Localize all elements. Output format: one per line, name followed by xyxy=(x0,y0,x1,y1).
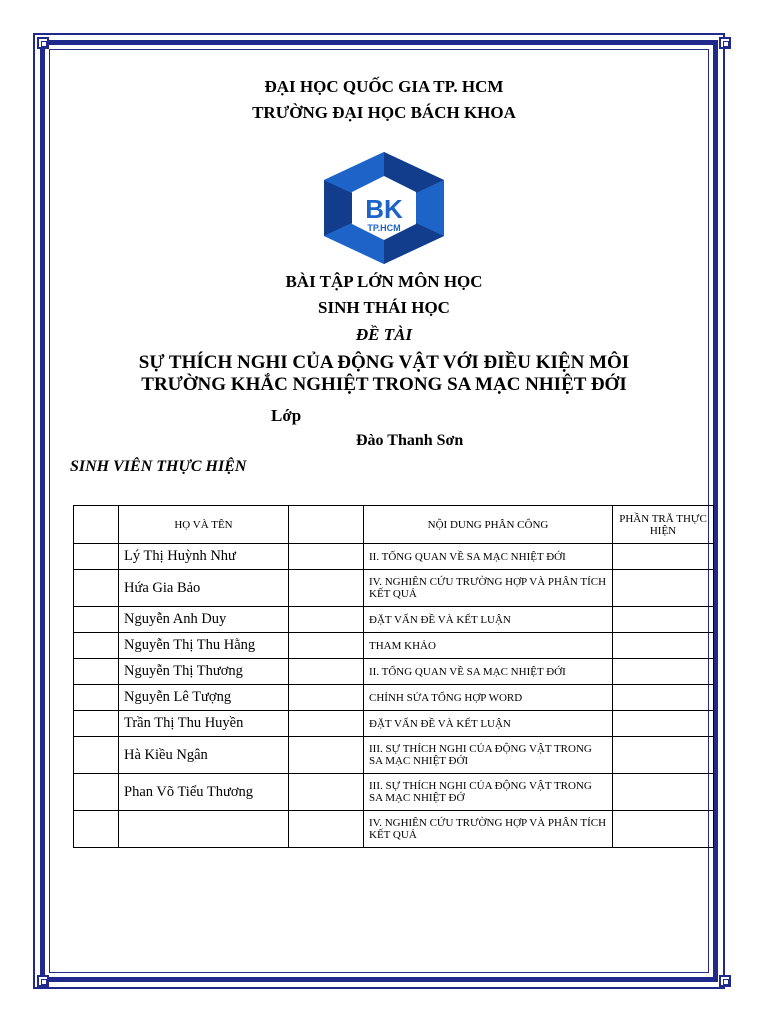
table-row xyxy=(74,633,714,659)
student-task: CHỈNH SỬA TỔNG HỢP WORD xyxy=(364,685,613,711)
school-name: TRƯỜNG ĐẠI HỌC BÁCH KHOA xyxy=(252,103,516,122)
table-row xyxy=(74,659,714,685)
corner-ornament xyxy=(37,975,49,987)
course-line2: SINH THÁI HỌC xyxy=(318,298,450,317)
table-row xyxy=(74,607,714,633)
logo-text: BK xyxy=(365,194,403,224)
corner-ornament xyxy=(37,37,49,49)
header-percent: PHẦN TRĂ THỰC HIỆN xyxy=(613,506,714,544)
members-table xyxy=(73,505,714,848)
student-name: Nguyễn Anh Duy xyxy=(119,607,289,633)
student-task: II. TỔNG QUAN VỀ SA MẠC NHIỆT ĐỚI xyxy=(364,659,613,685)
bk-logo xyxy=(324,152,444,264)
student-task: ĐẶT VẤN ĐỀ VÀ KẾT LUẬN xyxy=(364,607,613,633)
course-line1: BÀI TẬP LỚN MÔN HỌC xyxy=(285,272,483,291)
class-label: Lớp xyxy=(271,406,302,425)
student-task: THAM KHẢO xyxy=(364,633,613,659)
student-name: Hà Kiều Ngân xyxy=(119,737,289,774)
corner-ornament xyxy=(719,37,731,49)
student-name: Nguyễn Thị Thương xyxy=(119,659,289,685)
table-row xyxy=(74,544,714,570)
student-name: Nguyễn Thị Thu Hằng xyxy=(119,633,289,659)
student-task: IV. NGHIÊN CỨU TRƯỜNG HỢP VÀ PHÂN TÍCH KẾT QUẢ xyxy=(364,570,613,607)
table-row xyxy=(74,737,714,774)
table-row xyxy=(74,685,714,711)
student-task: II. TỔNG QUAN VỀ SA MẠC NHIỆT ĐỚI xyxy=(364,544,613,570)
instructor-name: Đào Thanh Sơn xyxy=(356,432,464,449)
student-name: Nguyễn Lê Tượng xyxy=(119,685,289,711)
topic-label: ĐỀ TÀI xyxy=(355,325,413,344)
student-task: ĐẶT VẤN ĐỀ VÀ KẾT LUẬN xyxy=(364,711,613,737)
corner-ornament xyxy=(719,975,731,987)
university-name: ĐẠI HỌC QUỐC GIA TP. HCM xyxy=(264,77,504,96)
header-name: HỌ VÀ TÊN xyxy=(119,506,289,544)
student-task: III. SỰ THÍCH NGHI CỦA ĐỘNG VẬT TRONG SA MẠC NHIỆT ĐỚ xyxy=(364,774,613,811)
student-name: Lý Thị Huỳnh Như xyxy=(119,544,289,570)
student-name: Hứa Gia Bảo xyxy=(119,570,289,607)
logo-subtext: TP.HCM xyxy=(367,223,401,233)
table-row xyxy=(74,711,714,737)
table-header-row xyxy=(74,506,714,544)
student-name xyxy=(119,811,289,848)
table-row xyxy=(74,570,714,607)
table-row xyxy=(74,774,714,811)
table-row xyxy=(74,811,714,848)
students-heading: SINH VIÊN THỰC HIỆN xyxy=(70,458,247,475)
topic-line1: SỰ THÍCH NGHI CỦA ĐỘNG VẬT VỚI ĐIỀU KIỆN MÔI xyxy=(138,352,630,373)
header-task: NỘI DUNG PHÂN CÔNG xyxy=(364,506,613,544)
student-task: IV. NGHIÊN CỨU TRƯỜNG HỢP VÀ PHÂN TÍCH KẾT QUẢ xyxy=(364,811,613,848)
topic-line2: TRƯỜNG KHẮC NGHIỆT TRONG SA MẠC NHIỆT ĐỚI xyxy=(141,374,627,395)
student-name: Phan Võ Tiểu Thương xyxy=(119,774,289,811)
student-task: III. SỰ THÍCH NGHI CỦA ĐỘNG VẬT TRONG SA MẠC NHIỆT ĐỚI xyxy=(364,737,613,774)
student-name: Trần Thị Thu Huyền xyxy=(119,711,289,737)
